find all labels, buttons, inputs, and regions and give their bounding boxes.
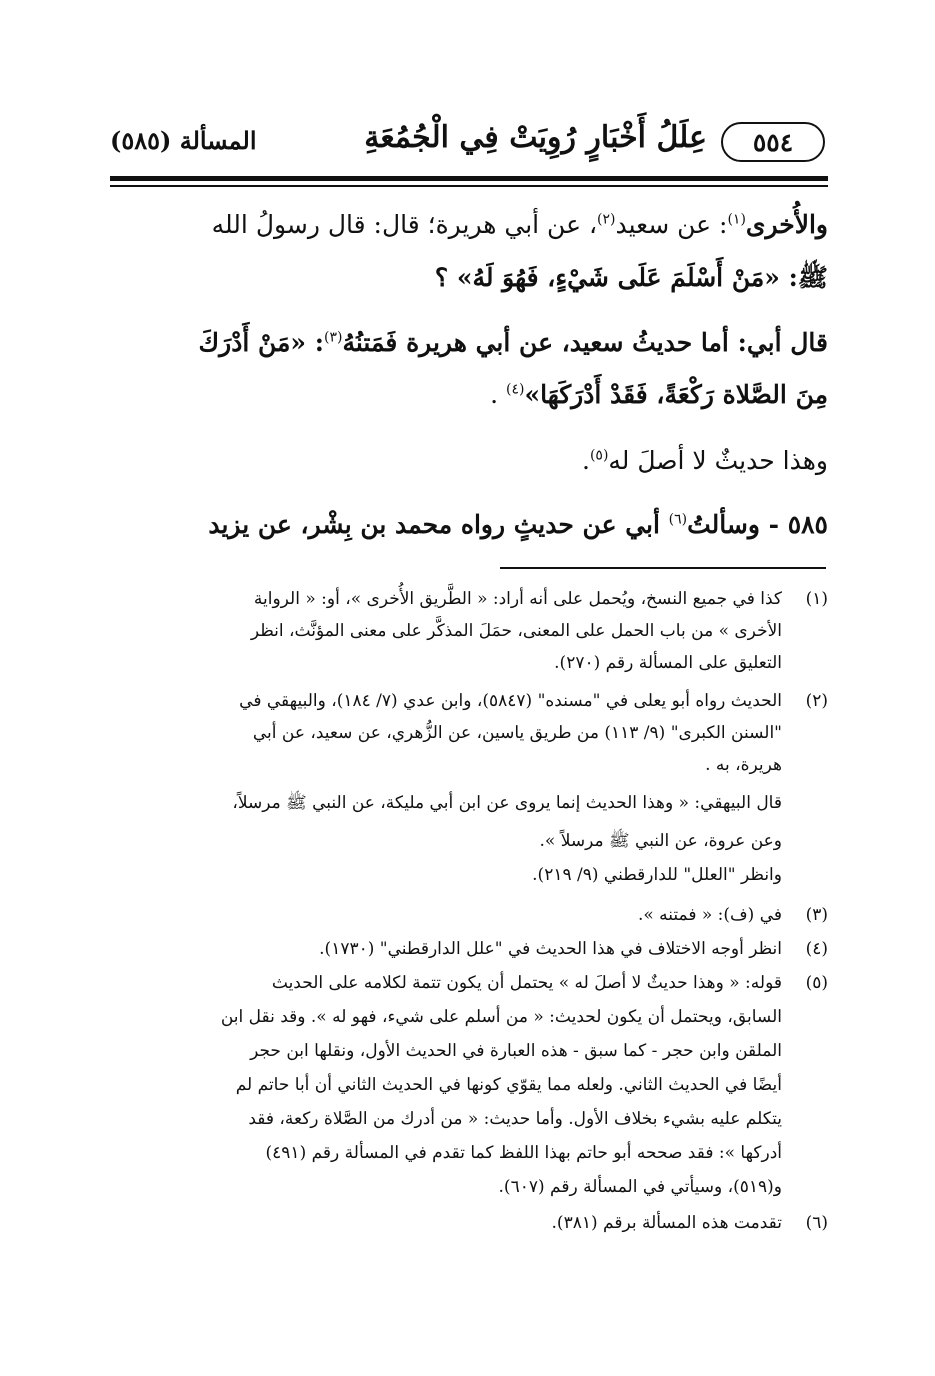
footnote-line: وانظر "العلل" للدارقطني (٩/ ٢١٩). (532, 865, 782, 885)
footnote-line: "السنن الكبرى" (٩/ ١١٣) من طريق ياسين، عن الزُّهري، عن سعيد، عن أبي (252, 723, 782, 743)
footnote-number: (٦) (805, 1213, 828, 1233)
page-number: ٥٥٤ (721, 122, 825, 162)
question-label: المسألة (٥٨٥) (110, 126, 257, 155)
footnote-ref: (٦) (668, 511, 688, 528)
footnote-line: أيضًا في الحديث الثاني. ولعله مما يقوّي كونها في الحديث الثاني أن أبا حاتم لم (235, 1075, 782, 1095)
footnote-line: كذا في جميع النسخ، ويُحمل على أنه أراد: « الطَّريق الأُخرى »، أو: « الرواية (253, 589, 782, 609)
footnote-line: أدركها »: فقد صححه أبو حاتم بهذا اللفظ كما تقدم في المسألة رقم (٤٩١) (265, 1143, 782, 1163)
main-line-3 (199, 328, 828, 357)
footnote-line: تقدمت هذه المسألة برقم (٣٨١). (551, 1213, 782, 1233)
footnote-divider (500, 567, 826, 569)
footnote-number: (٤) (805, 939, 828, 959)
footnote-ref: (٥) (589, 447, 609, 464)
main-text-span: : عن سعيد (615, 210, 728, 239)
main-text-span: مِنَ الصَّلاة رَكْعَةً، فَقَدْ أَدْرَكَهَا» (524, 380, 828, 409)
main-text-span: أبي عن حديثٍ رواه محمد بن بِشْر، عن يزيد (208, 510, 669, 539)
footnote-line: قوله: « وهذا حديثٌ لا أصلَ له » يحتمل أن يكون تتمة لكلامه على الحديث (271, 973, 782, 993)
header-rule-thick (110, 176, 828, 181)
footnote-number: (٢) (805, 691, 828, 711)
footnote-ref: (٣) (324, 329, 343, 346)
running-title: عِلَلُ أَخْبَارٍ رُوِيَتْ فِي الْجُمُعَةِ (364, 120, 707, 155)
main-line-5 (582, 446, 828, 475)
footnote-line: السابق، ويحتمل أن يكون لحديث: « من أسلم على شيء، فهو له ». وقد نقل ابن (220, 1007, 782, 1027)
footnote-number: (١) (805, 589, 828, 609)
footnote-line: وعن عروة، عن النبي ﷺ مرسلاً ». (539, 831, 782, 851)
main-text-span: ٥٨٥ - وسألتُ (687, 510, 828, 539)
header-rule-thin (110, 185, 828, 187)
footnote-line: يتكلم عليه بشيء بخلاف الأول. وأما حديث: « من أدرك من الصَّلاة ركعة، فقد (248, 1109, 782, 1129)
main-text-span: : «مَنْ أَدْرَكَ (198, 328, 324, 357)
main-text-span: . (581, 446, 590, 475)
footnote-line: الأخرى » من باب الحمل على المعنى، حمَلَ المذكَّر على معنى المؤنَّث، انظر (250, 621, 782, 641)
footnote-number: (٣) (805, 905, 828, 925)
footnote-line: الحديث رواه أبو يعلى في "مسنده" (٥٨٤٧)، وابن عدي (٧/ ١٨٤)، والبيهقي في (239, 691, 782, 711)
footnote-line: التعليق على المسألة رقم (٢٧٠). (554, 653, 782, 673)
main-text-span: ، عن أبي هريرة؛ قال: قال رسولُ الله (211, 210, 598, 239)
main-text-span: . (490, 380, 506, 409)
footnote-line: هريرة، به . (705, 755, 782, 775)
footnote-ref: (٢) (597, 211, 616, 228)
main-line-2: ﷺ: «مَنْ أَسْلَمَ عَلَى شَيْءٍ، فَهُوَ لَهُ» ؟ (434, 263, 828, 292)
main-line-4 (490, 380, 828, 409)
main-line-1 (212, 210, 828, 239)
footnote-line: الملقن وابن حجر - كما سبق - هذه العبارة في الحديث الأول، ونقلها ابن حجر (250, 1041, 782, 1061)
footnote-line: في (ف): « فمتنه ». (637, 905, 782, 925)
footnote-line: قال البيهقي: « وهذا الحديث إنما يروى عن ابن أبي مليكة، عن النبي ﷺ مرسلاً، (232, 793, 782, 813)
main-text-span: قال أبي: أما حديثُ سعيد، عن أبي هريرة فَمَتنُهُ (342, 328, 828, 357)
footnote-number: (٥) (805, 973, 828, 993)
footnote-line: انظر أوجه الاختلاف في هذا الحديث في "علل الدارقطني" (١٧٣٠). (319, 939, 782, 959)
main-text-span: وهذا حديثٌ لا أصلَ له (608, 446, 828, 475)
main-text-span: والأُخرى (745, 210, 828, 239)
footnote-ref: (١) (727, 211, 746, 228)
footnote-line: و(٥١٩)، وسيأتي في المسألة رقم (٦٠٧). (498, 1177, 782, 1197)
footnote-ref: (٤) (505, 381, 525, 398)
page-header (110, 118, 825, 168)
main-line-6 (208, 510, 828, 539)
